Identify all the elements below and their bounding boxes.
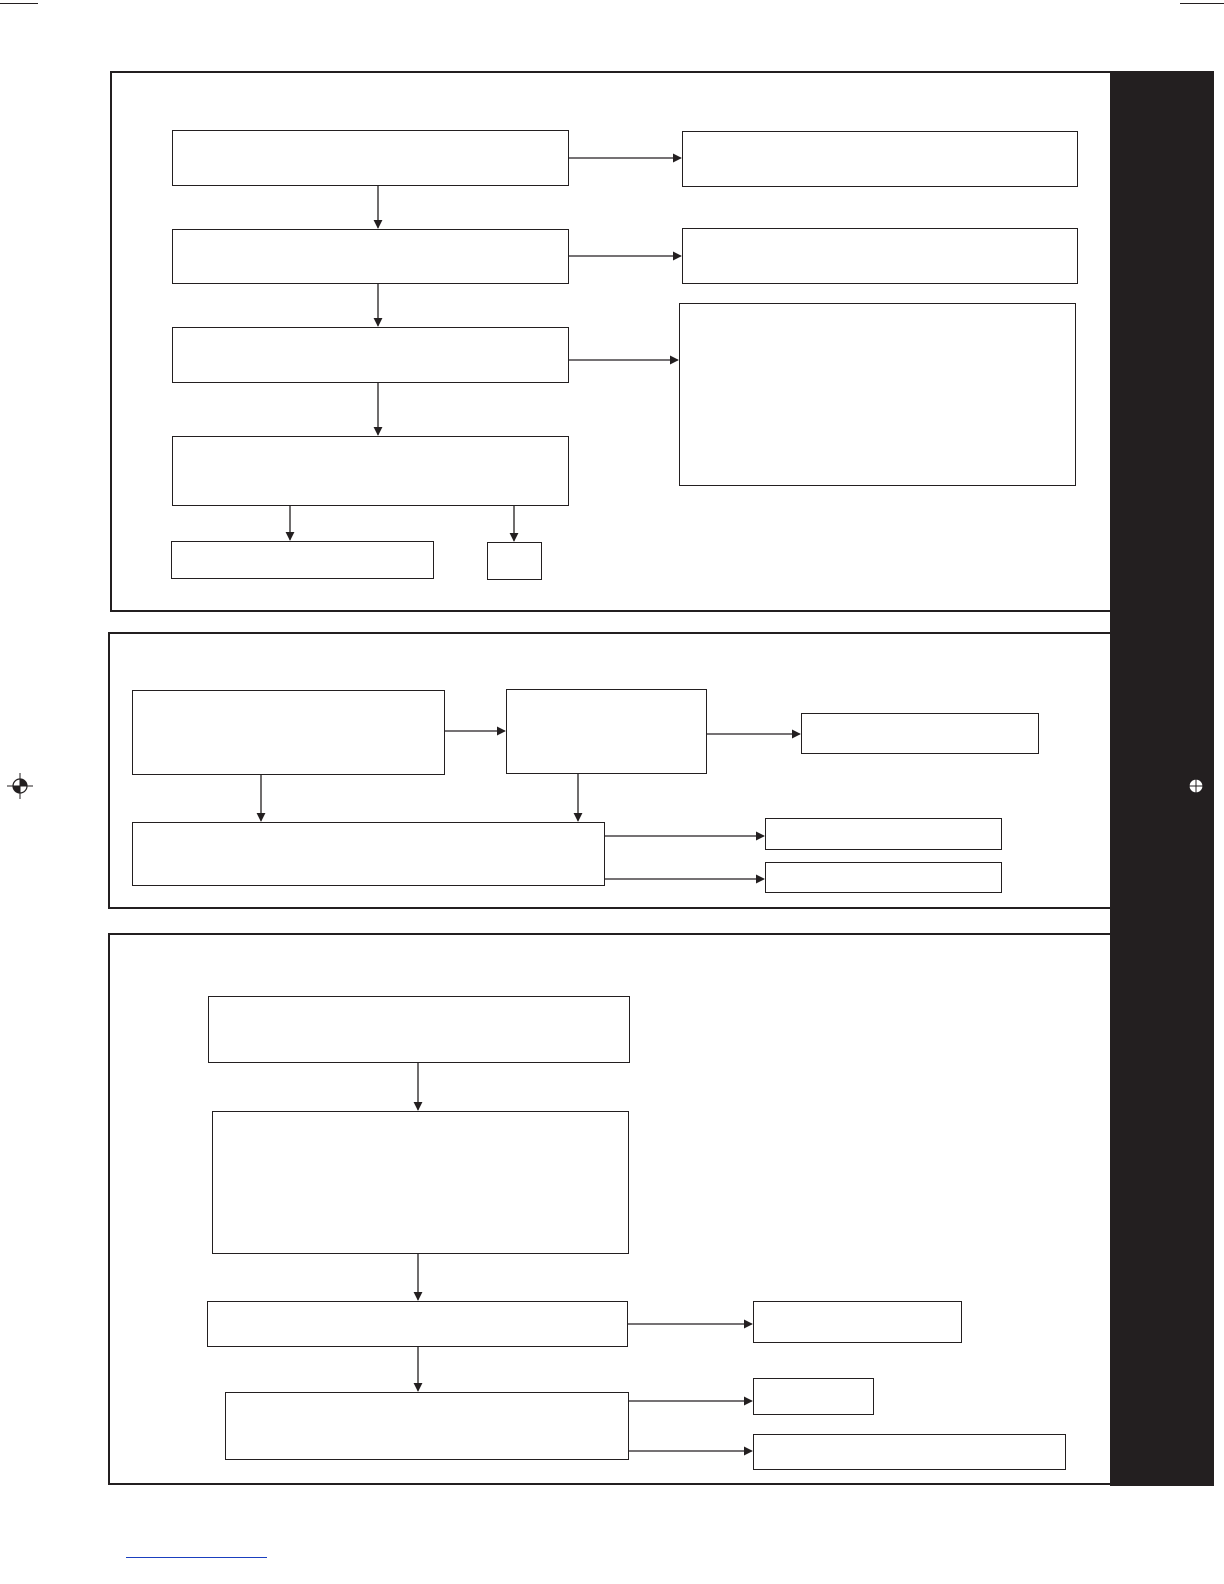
flow1-step-3-box <box>172 327 569 383</box>
flow1-outcome-b-box <box>487 542 542 580</box>
trim-mark-top-left <box>0 3 38 4</box>
flow3-result-2-box <box>753 1378 874 1415</box>
flow2-result-1-box <box>801 713 1039 754</box>
flow3-step-2-box <box>212 1111 629 1254</box>
flow3-step-1-box <box>208 996 630 1063</box>
flow1-result-3-box <box>679 303 1076 486</box>
flow2-step-1-box <box>132 690 445 775</box>
flow2-step-2-box <box>506 689 707 774</box>
flow2-step-3-box <box>132 822 605 886</box>
flow1-step-1-box <box>172 130 569 186</box>
flow3-result-3-box <box>753 1434 1066 1470</box>
footer-rule <box>126 1557 267 1558</box>
flow1-step-2-box <box>172 229 569 284</box>
flow3-result-1-box <box>753 1301 962 1343</box>
crosshair-circle-icon <box>1183 773 1209 799</box>
trim-mark-top-right <box>1180 3 1224 4</box>
flow3-step-4-box <box>225 1392 629 1460</box>
flow2-result-3-box <box>765 862 1002 893</box>
flow2-result-2-box <box>765 818 1002 850</box>
flow1-result-1-box <box>682 131 1078 187</box>
flow1-step-4-box <box>172 436 569 506</box>
flow3-step-3-box <box>207 1301 628 1347</box>
flow1-outcome-a-box <box>171 541 434 579</box>
crosshair-circle-icon <box>7 773 33 799</box>
flow1-result-2-box <box>682 228 1078 284</box>
